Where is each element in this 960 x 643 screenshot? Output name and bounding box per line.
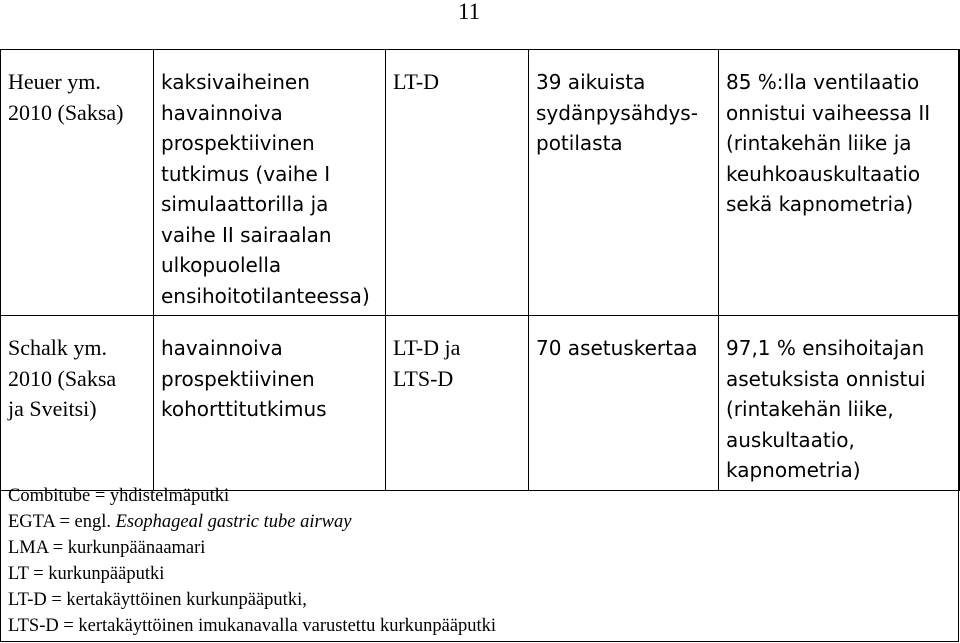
footnote-ltsd: LTS-D = kertakäyttöinen imukanavalla varustettu kurkunpääputki <box>8 616 497 636</box>
footnote-ltd: LT-D = kertakäyttöinen kurkunpääputki, <box>8 590 307 610</box>
study-cell <box>1 50 154 316</box>
sample-cell <box>529 50 719 316</box>
abbreviations-legend <box>8 483 496 639</box>
sample-cell <box>529 316 719 491</box>
design-text: kaksivaiheinen havainnoiva prospektiivinen tutkimus (vaihe I simulaattorilla ja vaihe II sairaalan ulkopuolella ensihoitotilanteessa) <box>161 70 370 308</box>
design-cell <box>154 50 386 316</box>
device-text: LT-D ja LTS-D <box>393 335 461 391</box>
result-cell <box>719 50 960 316</box>
study-text: Schalk ym. 2010 (Saksa ja Sveitsi) <box>8 335 117 421</box>
footnote-egta-term: Esophageal gastric tube airway <box>115 512 352 532</box>
result-text: 85 %:lla ventilaatio onnistui vaiheessa II (rintakehän liike ja keuhkoauskultaatio sekä kapnometria) <box>726 70 931 216</box>
result-text: 97,1 % ensihoitajan asetuksista onnistui (rintakehän liike, auskultaatio, kapnometria) <box>726 336 926 482</box>
table-row <box>1 50 960 316</box>
footnote-lt: LT = kurkunpääputki <box>8 564 165 584</box>
study-text: Heuer ym. 2010 (Saksa) <box>8 69 124 125</box>
design-text: havainnoiva prospektiivinen kohorttitutkimus <box>161 336 327 421</box>
footnote-lma: LMA = kurkunpäänaamari <box>8 538 206 558</box>
result-cell <box>719 316 960 491</box>
design-cell <box>154 316 386 491</box>
sample-text: 70 asetuskertaa <box>536 336 698 360</box>
footnote-egta-prefix: EGTA = engl. <box>8 512 116 532</box>
device-cell <box>386 50 529 316</box>
study-cell <box>1 316 154 491</box>
studies-table <box>0 49 960 491</box>
footnote-egta <box>8 509 496 535</box>
device-cell <box>386 316 529 491</box>
sample-text: 39 aikuista sydänpysähdys- potilasta <box>536 70 698 155</box>
device-text: LT-D <box>393 69 440 94</box>
footnote-combitube: Combitube = yhdistelmäputki <box>8 486 230 506</box>
page-number: 11 <box>458 0 481 24</box>
table-row <box>1 316 960 491</box>
